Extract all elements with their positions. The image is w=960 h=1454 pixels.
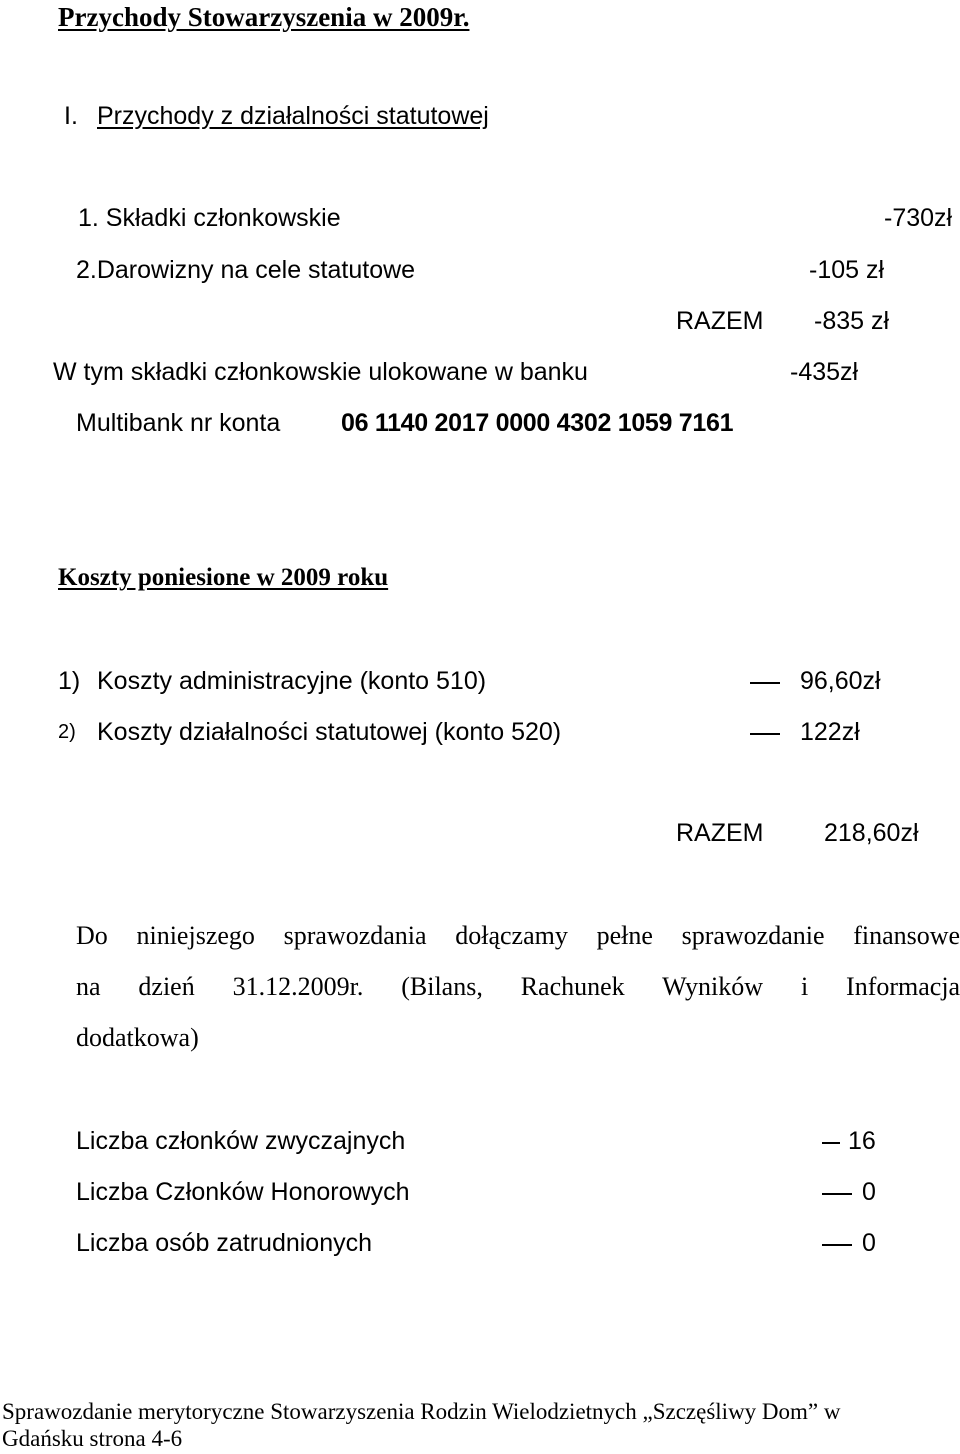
section-numeral: I. xyxy=(64,102,78,130)
page-footer: Sprawozdanie merytoryczne Stowarzyszenia Rodzin Wielodzietnych „Szczęśliwy Dom” w xyxy=(2,1399,841,1424)
account-label: Multibank nr konta xyxy=(76,409,281,437)
statement-word: pełne xyxy=(596,921,653,950)
statement-word: Rachunek xyxy=(520,972,625,1001)
dash-separator xyxy=(822,1142,840,1144)
statement-word: sprawozdanie xyxy=(681,921,825,950)
document-title: Przychody Stowarzyszenia w 2009r. xyxy=(58,2,470,32)
income-total-label: RAZEM xyxy=(676,307,764,335)
dash-separator xyxy=(750,682,780,684)
statement-word: Do xyxy=(76,921,108,950)
costs-total-label: RAZEM xyxy=(676,819,764,847)
cost-item-amount: 96,60zł xyxy=(800,667,881,695)
income-item-label: 1. Składki członkowskie xyxy=(78,204,341,232)
bank-deposit-amount: -435zł xyxy=(790,358,859,386)
member-count-value: 0 xyxy=(862,1229,876,1257)
costs-total-amount: 218,60zł xyxy=(824,819,919,847)
statement-word: finansowe xyxy=(853,921,960,950)
cost-item-label: Koszty administracyjne (konto 510) xyxy=(97,667,487,695)
income-item-label: 2.Darowizny na cele statutowe xyxy=(76,256,416,284)
cost-item-number: 2) xyxy=(58,721,76,743)
statement-word: dołączamy xyxy=(455,921,568,950)
member-count-value: 16 xyxy=(848,1127,876,1155)
member-count-label: Liczba członków zwyczajnych xyxy=(76,1127,406,1155)
cost-item-amount: 122zł xyxy=(800,718,860,746)
statement-word: (Bilans, xyxy=(401,972,483,1001)
cost-item-number: 1) xyxy=(58,667,81,695)
member-count-label: Liczba Członków Honorowych xyxy=(76,1178,410,1206)
page-footer: Gdańsku strona 4-6 xyxy=(2,1426,183,1451)
member-count-label: Liczba osób zatrudnionych xyxy=(76,1229,373,1257)
statement-word: Wyników xyxy=(662,972,764,1001)
bank-deposit-label: W tym składki członkowskie ulokowane w banku xyxy=(53,358,588,386)
statement-word: 31.12.2009r. xyxy=(232,972,364,1001)
income-total-amount: -835 zł xyxy=(814,307,890,335)
statement-line: dodatkowa) xyxy=(76,1023,199,1052)
costs-heading: Koszty poniesione w 2009 roku xyxy=(58,564,389,591)
dash-separator xyxy=(750,733,780,735)
statement-word: dzień xyxy=(138,972,195,1001)
dash-separator xyxy=(822,1244,852,1246)
account-number: 06 1140 2017 0000 4302 1059 7161 xyxy=(341,409,734,437)
dash-separator xyxy=(822,1193,852,1195)
section-heading: Przychody z działalności statutowej xyxy=(97,102,489,130)
statement-word: Informacja xyxy=(846,972,960,1001)
member-count-value: 0 xyxy=(862,1178,876,1206)
statement-word: na xyxy=(76,972,101,1001)
statement-word: niniejszego xyxy=(136,921,255,950)
statement-word: i xyxy=(800,972,809,1001)
cost-item-label: Koszty działalności statutowej (konto 520) xyxy=(97,718,562,746)
statement-line xyxy=(76,972,960,1002)
statement-line xyxy=(76,921,960,951)
income-item-amount: -105 zł xyxy=(809,256,885,284)
income-item-amount: -730zł xyxy=(884,204,953,232)
statement-word: sprawozdania xyxy=(283,921,427,950)
